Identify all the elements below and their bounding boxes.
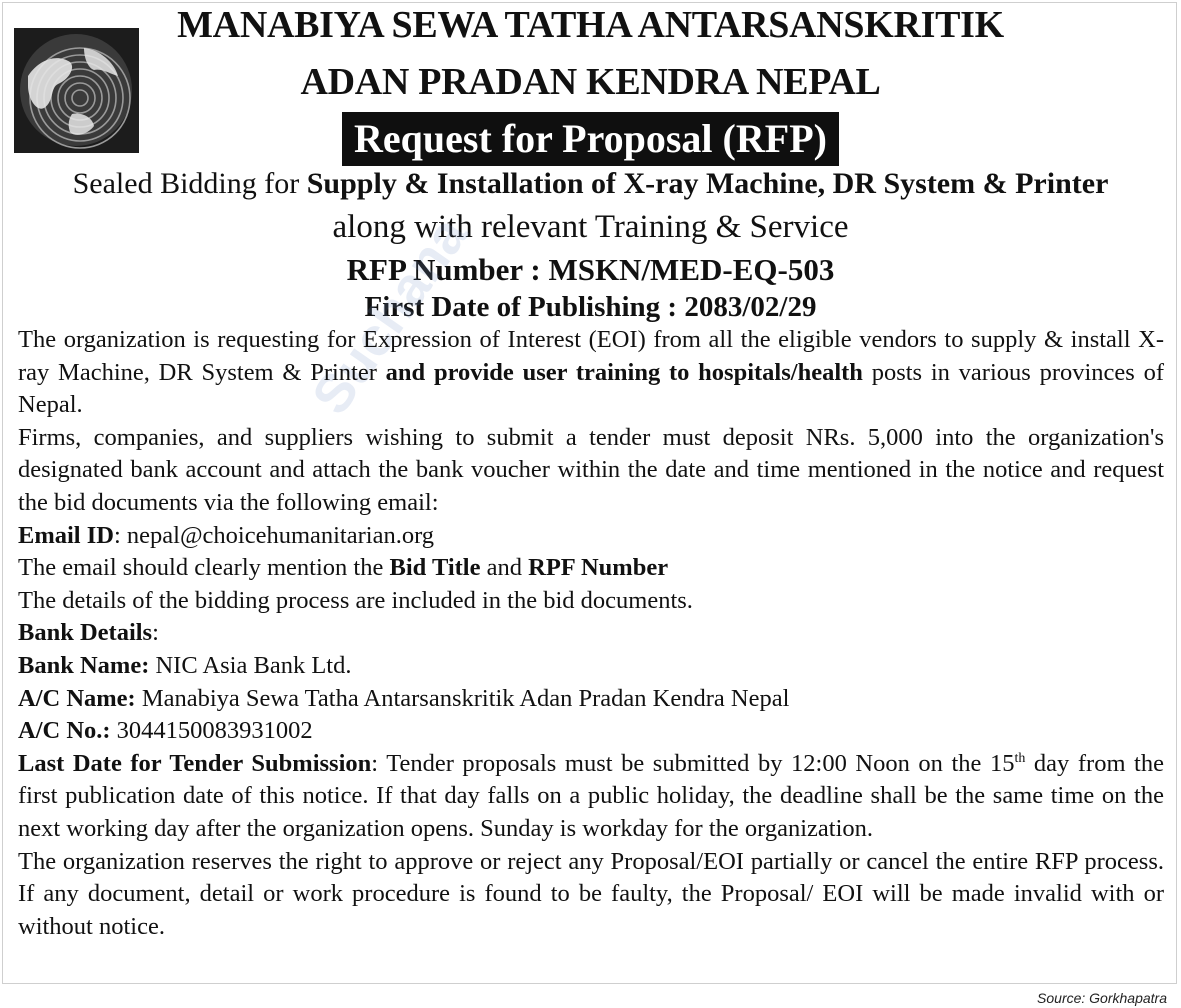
publishing-date: First Date of Publishing : 2083/02/29 [364,291,817,323]
bank-details-heading [18,617,1164,650]
bidding-subject-prefix: Sealed Bidding for [72,167,307,200]
mention-rpf-number: RPF Number [528,554,669,582]
rfp-number: RFP Number : MSKN/MED-EQ-503 [346,252,835,287]
bidding-subject [0,165,1181,203]
organization-name-line-1: MANABIYA SEWA TATHA ANTARSANSKRITIK [177,4,1004,46]
last-date-paragraph [18,748,1164,846]
email-label: Email ID [18,521,114,549]
bidding-subject-line-2: along with relevant Training & Service [332,209,849,245]
organization-name-line-2: ADAN PRADAN KENDRA NEPAL [300,61,881,103]
notice-body [18,324,1164,943]
paragraph-eoi-bold: and provide user training to hospitals/health [385,358,863,386]
paragraph-eoi-part-1: The organization is requesting for Expression of Interest (EOI) from all the eligible vendors to supply & install X-ray Machine, DR System & Printer [18,326,1164,386]
mention-line [18,552,1164,585]
mention-bid-title: Bid Title [389,554,481,582]
mention-and: and [480,554,529,582]
rfp-banner-container [0,112,1181,166]
last-date-text-1: : Tender proposals must be submitted by 12:00 Noon on the 15 [371,749,1015,777]
reserve-paragraph: The organization reserves the right to approve or reject any Proposal/EOI partially or cancel the entire RFP process. If any document, detail or work procedure is found to be faulty, the Proposal/ EOI will be made invalid with or without notice. [18,847,1164,940]
paragraph-eoi-part-3: posts in various provinces of Nepal. [18,358,1164,419]
bank-name-value: NIC Asia Bank Ltd. [149,651,352,679]
account-name-label: A/C Name: [18,684,136,712]
bank-details-colon: : [152,619,159,647]
paragraph-deposit: Firms, companies, and suppliers wishing to submit a tender must deposit NRs. 5,000 into the organization's designated bank account and attach the bank voucher within the date and time mentioned in the notice and request the bid documents via the following email: [18,423,1164,516]
account-number-label: A/C No.: [18,717,111,745]
details-line: The details of the bidding process are included in the bid documents. [18,586,693,614]
last-date-superscript: th [1014,750,1026,766]
paragraph-eoi [18,324,1164,422]
account-name-value: Manabiya Sewa Tatha Antarsanskritik Adan Pradan Kendra Nepal [135,684,790,712]
watermark: Suchana [300,206,480,425]
mention-prefix: The email should clearly mention the [18,554,390,582]
email-line [18,520,1164,553]
bank-name-line [18,650,1164,683]
last-date-label: Last Date for Tender Submission [18,749,372,777]
account-name-line [18,683,1164,716]
account-number-line [18,715,1164,748]
rfp-banner: Request for Proposal (RFP) [342,112,839,166]
account-number-value: 3044150083931002 [110,717,313,745]
bank-name-label: Bank Name: [18,651,150,679]
bank-details-label: Bank Details [18,619,153,647]
email-value[interactable]: : nepal@choicehumanitarian.org [113,521,435,549]
last-date-text-2: day from the first publication date of this notice. If that day falls on a public holiday, the deadline shall be the same time on the next working day after the organization opens. Sunday is workday for the organization. [18,749,1164,842]
source-credit: Source: Gorkhapatra [1037,990,1167,1006]
bidding-subject-bold: Supply & Installation of X-ray Machine, DR System & Printer [306,167,1109,200]
